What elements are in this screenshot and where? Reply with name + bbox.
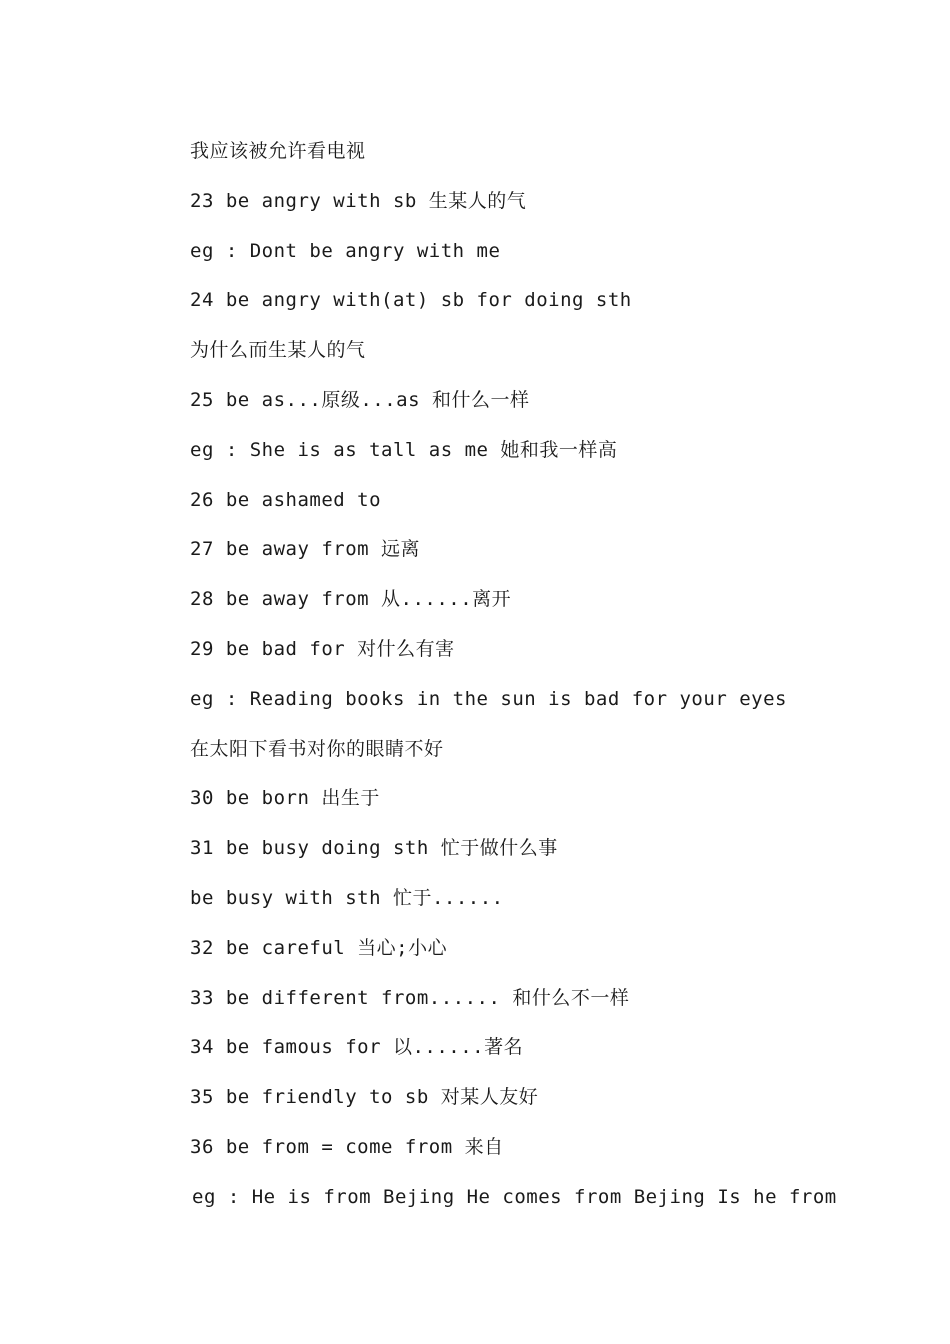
text-line: 我应该被允许看电视 bbox=[190, 140, 366, 162]
text-line: 31 be busy doing sth 忙于做什么事 bbox=[190, 837, 558, 860]
text-line: 32 be careful 当心;小心 bbox=[190, 936, 448, 959]
text-line: 36 be from = come from 来自 bbox=[190, 1135, 504, 1158]
text-line: 29 be bad for 对什么有害 bbox=[190, 637, 455, 660]
text-line: be busy with sth 忙于...... bbox=[190, 886, 504, 909]
text-line: 28 be away from 从......离开 bbox=[190, 588, 512, 611]
text-line: 24 be angry with(at) sb for doing sth bbox=[190, 289, 632, 312]
text-line: 在太阳下看书对你的眼睛不好 bbox=[190, 737, 444, 760]
text-line: 30 be born 出生于 bbox=[190, 787, 380, 810]
text-line: 33 be different from...... 和什么不一样 bbox=[190, 986, 630, 1009]
text-line: 27 be away from 远离 bbox=[190, 538, 421, 561]
document-body bbox=[190, 136, 890, 1232]
text-line: eg : Dont be angry with me bbox=[190, 239, 501, 262]
text-line: 23 be angry with sb 生某人的气 bbox=[190, 189, 527, 212]
text-line: 26 be ashamed to bbox=[190, 488, 382, 511]
text-line: 35 be friendly to sb 对某人友好 bbox=[190, 1086, 539, 1109]
text-line: 25 be as...原级...as 和什么一样 bbox=[190, 388, 530, 411]
text-line: eg : He is from Bejing He comes from Bejing Is he from bbox=[192, 1185, 837, 1208]
text-line: eg : Reading books in the sun is bad for your eyes bbox=[190, 687, 787, 710]
text-line: eg : She is as tall as me 她和我一样高 bbox=[190, 438, 618, 461]
text-line: 34 be famous for 以......著名 bbox=[190, 1036, 524, 1059]
text-line: 为什么而生某人的气 bbox=[190, 339, 366, 362]
